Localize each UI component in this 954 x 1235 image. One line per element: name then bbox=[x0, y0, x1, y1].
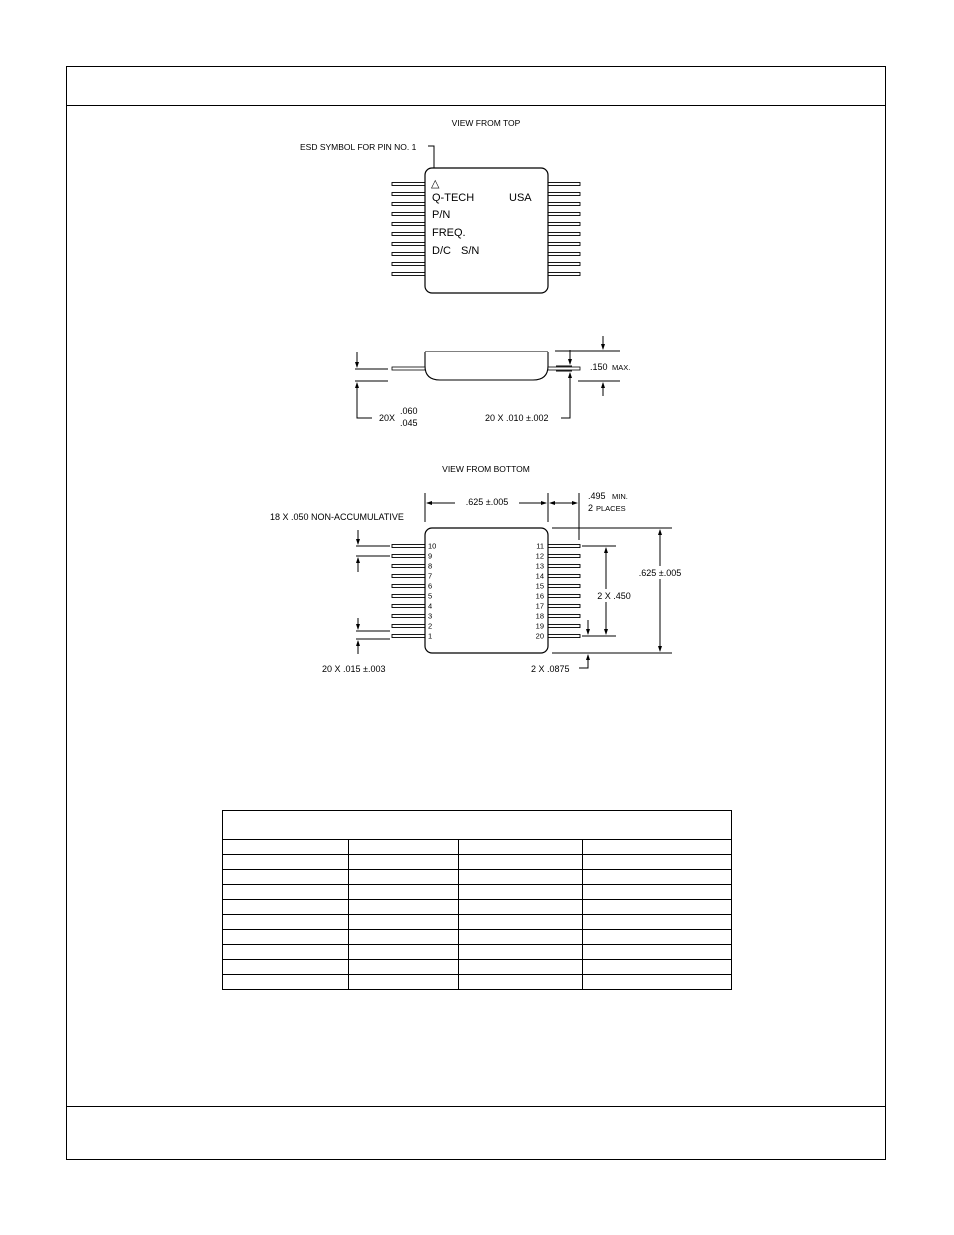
bottom-view-lead bbox=[547, 545, 580, 548]
pin-table-cell bbox=[348, 885, 458, 900]
pin-table-row bbox=[223, 840, 731, 855]
top-view-lead bbox=[392, 233, 426, 236]
pin-table-cell bbox=[223, 870, 348, 885]
pin-number-label: 13 bbox=[535, 561, 544, 571]
pin-table-cell bbox=[582, 855, 731, 870]
pin-table-cell bbox=[223, 945, 348, 960]
bottom-view-lead bbox=[547, 595, 580, 598]
lead-extension-places-word: PLACES bbox=[596, 504, 626, 513]
pin-table-cell bbox=[458, 900, 582, 915]
bottom-view-package-body bbox=[425, 528, 548, 653]
lead-width-extension-lines bbox=[356, 631, 390, 639]
pin-table-cell bbox=[458, 915, 582, 930]
body-length-label: .625 ±.005 bbox=[638, 568, 682, 578]
bottom-view-right-pin-numbers bbox=[536, 542, 544, 641]
pin-table-cell bbox=[348, 975, 458, 990]
side-view-right-lead bbox=[548, 367, 580, 370]
bottom-view-lead bbox=[392, 565, 426, 568]
lead-length-dimension-line bbox=[357, 352, 372, 418]
bottom-view-lead bbox=[547, 615, 580, 618]
pin-number-label: 2 bbox=[428, 621, 433, 631]
bottom-view-lead bbox=[392, 615, 426, 618]
top-view-lead bbox=[392, 183, 426, 186]
pin-table-cell bbox=[458, 870, 582, 885]
pin-table-cell bbox=[458, 885, 582, 900]
bottom-view-lead bbox=[392, 545, 426, 548]
pin-table-cell bbox=[348, 900, 458, 915]
top-view-lead bbox=[392, 223, 426, 226]
bottom-view-lead bbox=[547, 605, 580, 608]
top-view-right-leads bbox=[547, 183, 580, 276]
top-view-lead bbox=[547, 243, 580, 246]
row-span-label: 2 X .450 bbox=[597, 591, 631, 601]
body-width-label: .625 ±.005 bbox=[465, 497, 509, 507]
pin-table-cell bbox=[223, 960, 348, 975]
pin-number-label: 6 bbox=[428, 581, 433, 591]
marking-date-code: D/C bbox=[432, 245, 451, 257]
bottom-view-lead bbox=[392, 635, 426, 638]
pin-table-cell bbox=[223, 915, 348, 930]
pin-table-cell bbox=[348, 945, 458, 960]
lead-length-max: .060 bbox=[400, 406, 418, 416]
bottom-view-lead bbox=[392, 585, 426, 588]
pin-number-label: 7 bbox=[428, 571, 433, 581]
pin-table-row bbox=[223, 915, 731, 930]
bottom-view-lead bbox=[547, 565, 580, 568]
pin-table-cell bbox=[223, 855, 348, 870]
height-max-suffix: MAX. bbox=[612, 363, 631, 372]
pin-number-label: 14 bbox=[535, 571, 544, 581]
lead-length-arrows bbox=[355, 362, 359, 388]
pin-number-label: 18 bbox=[535, 611, 544, 621]
pin-table-cell bbox=[582, 915, 731, 930]
top-view-lead bbox=[547, 233, 580, 236]
top-view-lead bbox=[547, 193, 580, 196]
top-view-lead bbox=[547, 263, 580, 266]
pin-table-row bbox=[223, 855, 731, 870]
pin-table-row bbox=[223, 870, 731, 885]
pin-table-cell bbox=[582, 840, 731, 855]
bottom-view-lead bbox=[392, 605, 426, 608]
pin-table-cell bbox=[348, 855, 458, 870]
pin-table-cell bbox=[582, 945, 731, 960]
height-max-value: .150 bbox=[590, 362, 608, 372]
pin-table-row bbox=[223, 900, 731, 915]
pin-table-row bbox=[223, 945, 731, 960]
pin-table-cell bbox=[582, 975, 731, 990]
esd-callout-label: ESD SYMBOL FOR PIN NO. 1 bbox=[300, 142, 417, 152]
bottom-view-lead bbox=[547, 585, 580, 588]
pin-table-cell bbox=[458, 855, 582, 870]
pin-number-label: 3 bbox=[428, 611, 433, 621]
marking-maker: Q-TECH bbox=[432, 192, 475, 204]
pin-table-cell bbox=[348, 915, 458, 930]
pin-table-row bbox=[223, 885, 731, 900]
pin-number-label: 12 bbox=[535, 551, 544, 561]
pin-table-cell bbox=[458, 840, 582, 855]
pin-table-cell bbox=[223, 885, 348, 900]
bottom-view-lead bbox=[547, 555, 580, 558]
pin-table-cell bbox=[458, 945, 582, 960]
lead-extension-places-num: 2 bbox=[588, 503, 594, 513]
pin-number-label: 5 bbox=[428, 591, 433, 601]
bottom-view-lead bbox=[547, 575, 580, 578]
top-view-lead bbox=[547, 253, 580, 256]
pin-table-cell bbox=[582, 870, 731, 885]
end-offset-label: 2 X .0875 bbox=[531, 664, 570, 674]
top-view-lead bbox=[547, 183, 580, 186]
bottom-view-lead bbox=[392, 555, 426, 558]
lead-extension-suffix: MIN. bbox=[612, 492, 628, 501]
top-view-lead bbox=[392, 193, 426, 196]
pin-number-label: 8 bbox=[428, 561, 433, 571]
marking-serial-number: S/N bbox=[461, 245, 480, 257]
top-view-lead bbox=[392, 243, 426, 246]
lead-width-label: 20 X .015 ±.003 bbox=[322, 664, 386, 674]
pin-number-label: 19 bbox=[535, 621, 544, 631]
bottom-view-lead bbox=[547, 635, 580, 638]
top-view-lead bbox=[392, 213, 426, 216]
marking-part-number: P/N bbox=[432, 209, 451, 221]
pin-table-cell bbox=[582, 885, 731, 900]
pin-pitch-label: 18 X .050 NON-ACCUMULATIVE bbox=[270, 512, 404, 522]
top-view-lead bbox=[392, 273, 426, 276]
lead-length-min: .045 bbox=[400, 418, 418, 428]
lead-length-extension-lines bbox=[355, 369, 388, 381]
pin-table-cell bbox=[223, 930, 348, 945]
pin-table-cell bbox=[223, 975, 348, 990]
top-view-lead bbox=[547, 273, 580, 276]
end-offset-arrows bbox=[586, 629, 590, 660]
top-view-lead bbox=[392, 263, 426, 266]
pin-number-label: 15 bbox=[535, 581, 544, 591]
pin-pitch-extension-lines bbox=[356, 546, 390, 556]
esd-symbol: △ bbox=[431, 178, 440, 190]
pin-number-label: 9 bbox=[428, 551, 433, 561]
pin-table-row bbox=[223, 960, 731, 975]
bottom-view-title: VIEW FROM BOTTOM bbox=[442, 464, 530, 474]
top-view-lead bbox=[547, 203, 580, 206]
top-view-lead bbox=[392, 253, 426, 256]
pin-number-label: 1 bbox=[428, 631, 433, 641]
top-view-lead bbox=[392, 203, 426, 206]
pin-table-row bbox=[223, 975, 731, 990]
pin-table-grid bbox=[223, 840, 731, 989]
pin-table-cell bbox=[348, 930, 458, 945]
pin-number-label: 4 bbox=[428, 601, 433, 611]
pin-table-cell bbox=[223, 900, 348, 915]
top-view-lead bbox=[547, 213, 580, 216]
side-view-left-lead bbox=[392, 367, 425, 370]
side-view-package-body bbox=[425, 352, 548, 380]
bottom-view-left-leads bbox=[392, 545, 426, 638]
pin-table-cell bbox=[223, 840, 348, 855]
bottom-view-lead bbox=[392, 575, 426, 578]
pin-table-cell bbox=[458, 975, 582, 990]
pin-table-cell bbox=[348, 840, 458, 855]
pin-table-cell bbox=[582, 930, 731, 945]
lead-thickness-label: 20 X .010 ±.002 bbox=[485, 413, 549, 423]
pin-number-label: 16 bbox=[535, 591, 544, 601]
bottom-view-lead bbox=[392, 625, 426, 628]
lead-length-prefix: 20X bbox=[379, 413, 396, 423]
lead-extension-value: .495 bbox=[588, 491, 606, 501]
pin-pitch-arrows bbox=[356, 539, 360, 563]
pin-table-cell bbox=[458, 930, 582, 945]
bottom-view-right-leads bbox=[547, 545, 580, 638]
pin-table-cell bbox=[582, 960, 731, 975]
pin-table-cell bbox=[582, 900, 731, 915]
pin-connection-table bbox=[222, 810, 732, 990]
pin-table-row bbox=[223, 930, 731, 945]
lead-width-arrows bbox=[356, 624, 360, 646]
top-view-lead bbox=[547, 223, 580, 226]
pin-number-label: 20 bbox=[535, 631, 544, 641]
pin-table-header bbox=[223, 811, 731, 840]
bottom-view bbox=[270, 464, 690, 674]
bottom-view-lead bbox=[547, 625, 580, 628]
marking-country: USA bbox=[509, 192, 532, 204]
pin-table-cell bbox=[348, 870, 458, 885]
top-view bbox=[300, 118, 580, 293]
top-view-title: VIEW FROM TOP bbox=[451, 118, 521, 128]
pin-number-label: 10 bbox=[428, 541, 437, 551]
top-view-left-leads bbox=[392, 183, 426, 276]
pin-table-cell bbox=[348, 960, 458, 975]
side-view bbox=[355, 336, 630, 428]
pin-number-label: 17 bbox=[535, 601, 544, 611]
bottom-view-lead bbox=[392, 595, 426, 598]
pin-table-cell bbox=[458, 960, 582, 975]
marking-frequency: FREQ. bbox=[432, 227, 466, 239]
pin-number-label: 11 bbox=[536, 541, 544, 551]
